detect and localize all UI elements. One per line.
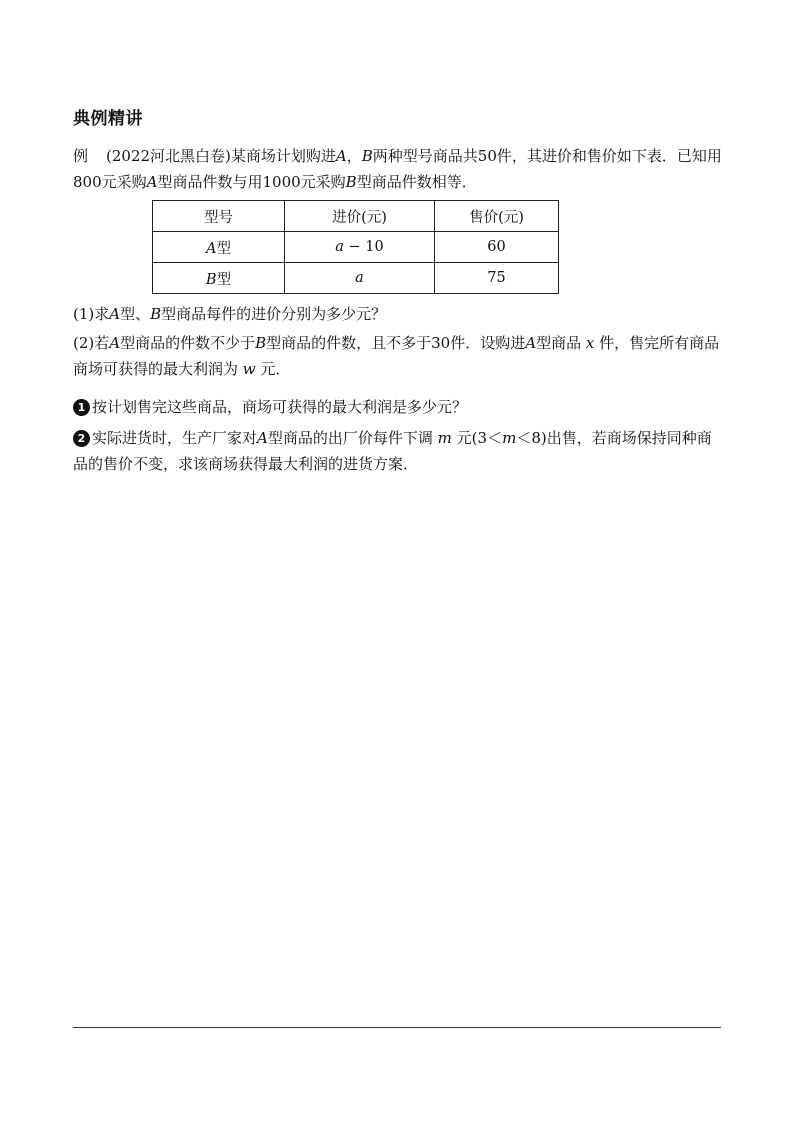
table-cell-price: 60 (435, 232, 559, 263)
q2-text: 型商品的件数，且不多于30件．设购进 (266, 334, 526, 352)
table-cell-type (153, 232, 285, 263)
var-B: B (255, 334, 267, 352)
var-x: x (585, 334, 595, 352)
example-label: 例 (73, 147, 89, 165)
question-1 (73, 301, 725, 327)
q1-text: 型、 (120, 305, 151, 323)
question-2-part-1 (73, 394, 725, 420)
price-table (152, 200, 559, 294)
table-cell-cost (285, 232, 435, 263)
cost-suffix: − 10 (343, 239, 384, 255)
question-2 (73, 330, 725, 382)
section-heading: 典例精讲 (73, 109, 143, 129)
example-text-part: (2022河北黑白卷)某商场计划购进 (106, 147, 336, 165)
q2b-text: 实际进货时，生产厂家对 (92, 429, 258, 447)
type-suffix: 型 (216, 271, 232, 288)
q2b-text: 元(3＜ (456, 429, 503, 447)
circled-number-2-icon: 2 (73, 430, 90, 447)
table-header-cell: 售价(元) (435, 201, 559, 232)
q1-text: (1)求 (73, 305, 110, 323)
var-B: B (361, 147, 373, 165)
type-suffix: 型 (216, 240, 231, 257)
table-row (153, 232, 559, 263)
cost-var: a (355, 270, 364, 286)
example-text-part: 两种型号商品共50件，其进价和售价如下表．已知用800元采购 (73, 147, 722, 191)
var-B: B (345, 173, 357, 191)
var-A: A (146, 173, 158, 191)
table-header-cell: 型号 (153, 201, 285, 232)
table-header-row (153, 201, 559, 232)
footer-divider (73, 1027, 721, 1028)
table-cell-type (153, 263, 285, 294)
var-m: m (502, 429, 517, 447)
var-B: B (150, 305, 162, 323)
q2-text: 型商品 (536, 334, 582, 352)
q2-text: 型商品的件数不少于 (120, 334, 256, 352)
q2-text: 元． (260, 360, 291, 378)
type-var: A (206, 240, 217, 257)
table-header-cell: 进价(元) (285, 201, 435, 232)
type-var: B (205, 271, 217, 288)
q2-text: 件，售完所有商品商场可获得的最大利润为 (73, 334, 720, 378)
var-m: m (437, 429, 452, 447)
q2b-text: 型商品的出厂价每件下调 (267, 429, 433, 447)
circled-number-1-icon: 1 (73, 399, 90, 416)
table-row (153, 263, 559, 294)
var-A: A (109, 305, 121, 323)
example-text-part: 型商品件数相等． (356, 173, 477, 191)
table-cell-cost (285, 263, 435, 294)
var-A: A (525, 334, 537, 352)
example-text-part: ， (346, 147, 362, 165)
q2b-text: ＜8)出售，若商场保持同种商品的售价不变，求该商场获得最大利润的进货方案． (73, 429, 712, 473)
q1-text: 型商品每件的进价分别为多少元？ (161, 305, 387, 323)
cost-var: a (335, 239, 344, 255)
var-w: w (242, 360, 256, 378)
var-A: A (109, 334, 121, 352)
var-A: A (257, 429, 268, 447)
q2a-text: 按计划售完这些商品，商场可获得的最大利润是多少元？ (92, 398, 468, 416)
example-text-part: 型商品件数与用1000元采购 (157, 173, 346, 191)
q2-text: (2)若 (73, 334, 110, 352)
table-cell-price: 75 (435, 263, 559, 294)
question-2-part-2 (73, 425, 725, 477)
example-problem-statement (73, 143, 725, 195)
var-A: A (335, 147, 347, 165)
